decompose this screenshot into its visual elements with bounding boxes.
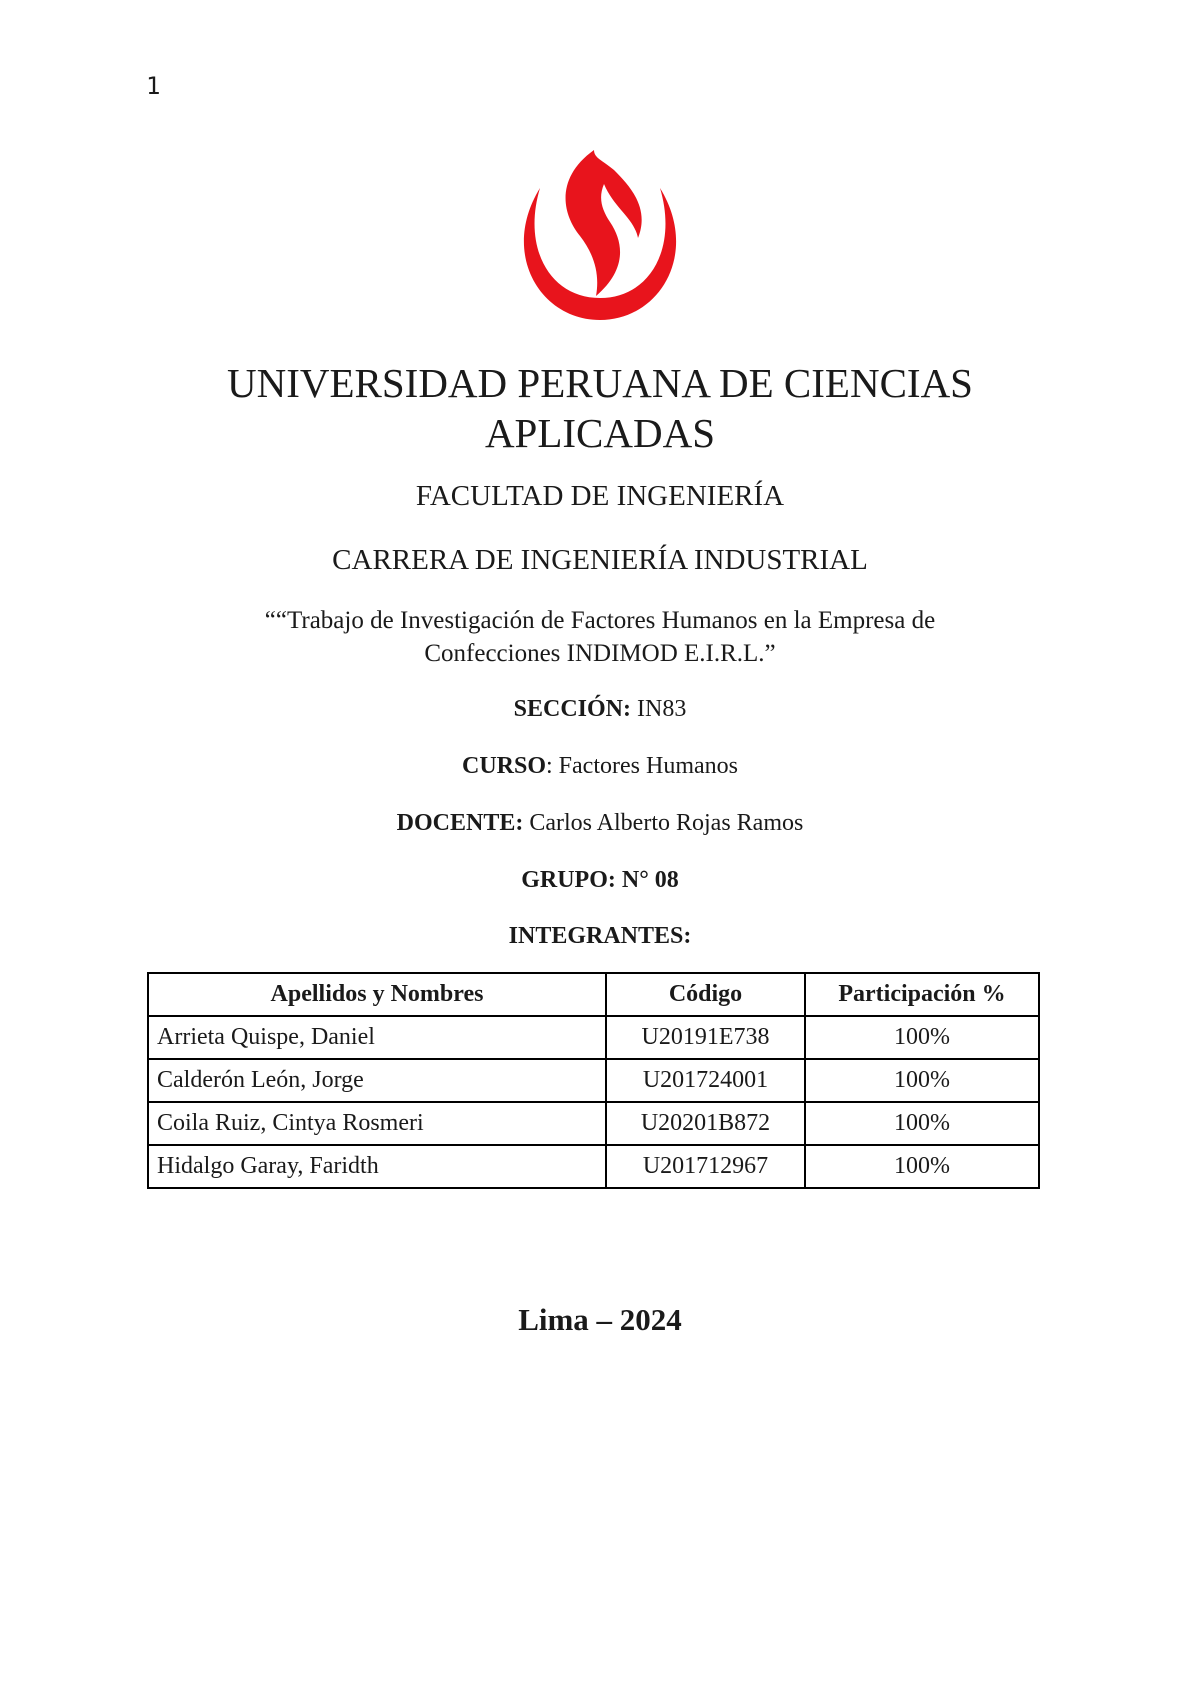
header-name: Apellidos y Nombres (148, 973, 606, 1016)
table-row (148, 1145, 1039, 1188)
work-title-line-1: ““Trabajo de Investigación de Factores Humanos en la Empresa de (264, 607, 936, 634)
member-name: Arrieta Quispe, Daniel (148, 1016, 606, 1059)
university-name-line-2: APLICADAS (484, 410, 716, 456)
table-row (148, 1102, 1039, 1145)
header-participation: Participación % (805, 973, 1039, 1016)
group-line: GRUPO: N° 08 (521, 867, 679, 893)
table-row (148, 1016, 1039, 1059)
career-name: CARRERA DE INGENIERÍA INDUSTRIAL (332, 544, 868, 576)
member-code: U20191E738 (606, 1016, 805, 1059)
member-participation: 100% (805, 1059, 1039, 1102)
members-heading: INTEGRANTES: (508, 923, 692, 949)
member-participation: 100% (805, 1145, 1039, 1188)
university-logo (510, 148, 690, 323)
member-participation: 100% (805, 1016, 1039, 1059)
work-title-line-2: Confecciones INDIMOD E.I.R.L.” (424, 640, 776, 667)
member-name: Coila Ruiz, Cintya Rosmeri (148, 1102, 606, 1145)
course-line (0, 753, 1200, 780)
table-header-row (148, 973, 1039, 1016)
header-code: Código (606, 973, 805, 1016)
section-label: SECCIÓN: (513, 696, 632, 722)
logo-flame (566, 150, 642, 296)
member-participation: 100% (805, 1102, 1039, 1145)
faculty-name: FACULTAD DE INGENIERÍA (415, 480, 785, 512)
place-year: Lima – 2024 (518, 1302, 682, 1337)
university-name (0, 358, 1200, 458)
work-title (0, 604, 1200, 670)
member-name: Hidalgo Garay, Faridth (148, 1145, 606, 1188)
course-label: CURSO (462, 753, 547, 779)
teacher-value: Carlos Alberto Rojas Ramos (529, 810, 804, 836)
section-line (0, 696, 1200, 723)
course-value: : Factores Humanos (546, 753, 738, 779)
university-name-line-1: UNIVERSIDAD PERUANA DE CIENCIAS (227, 360, 973, 406)
table-row (148, 1059, 1039, 1102)
section-value: IN83 (637, 696, 687, 722)
teacher-line (0, 810, 1200, 837)
member-code: U201712967 (606, 1145, 805, 1188)
teacher-label: DOCENTE: (396, 810, 524, 836)
page-number: 1 (146, 72, 161, 100)
member-code: U20201B872 (606, 1102, 805, 1145)
member-code: U201724001 (606, 1059, 805, 1102)
members-table (147, 972, 1040, 1189)
member-name: Calderón León, Jorge (148, 1059, 606, 1102)
